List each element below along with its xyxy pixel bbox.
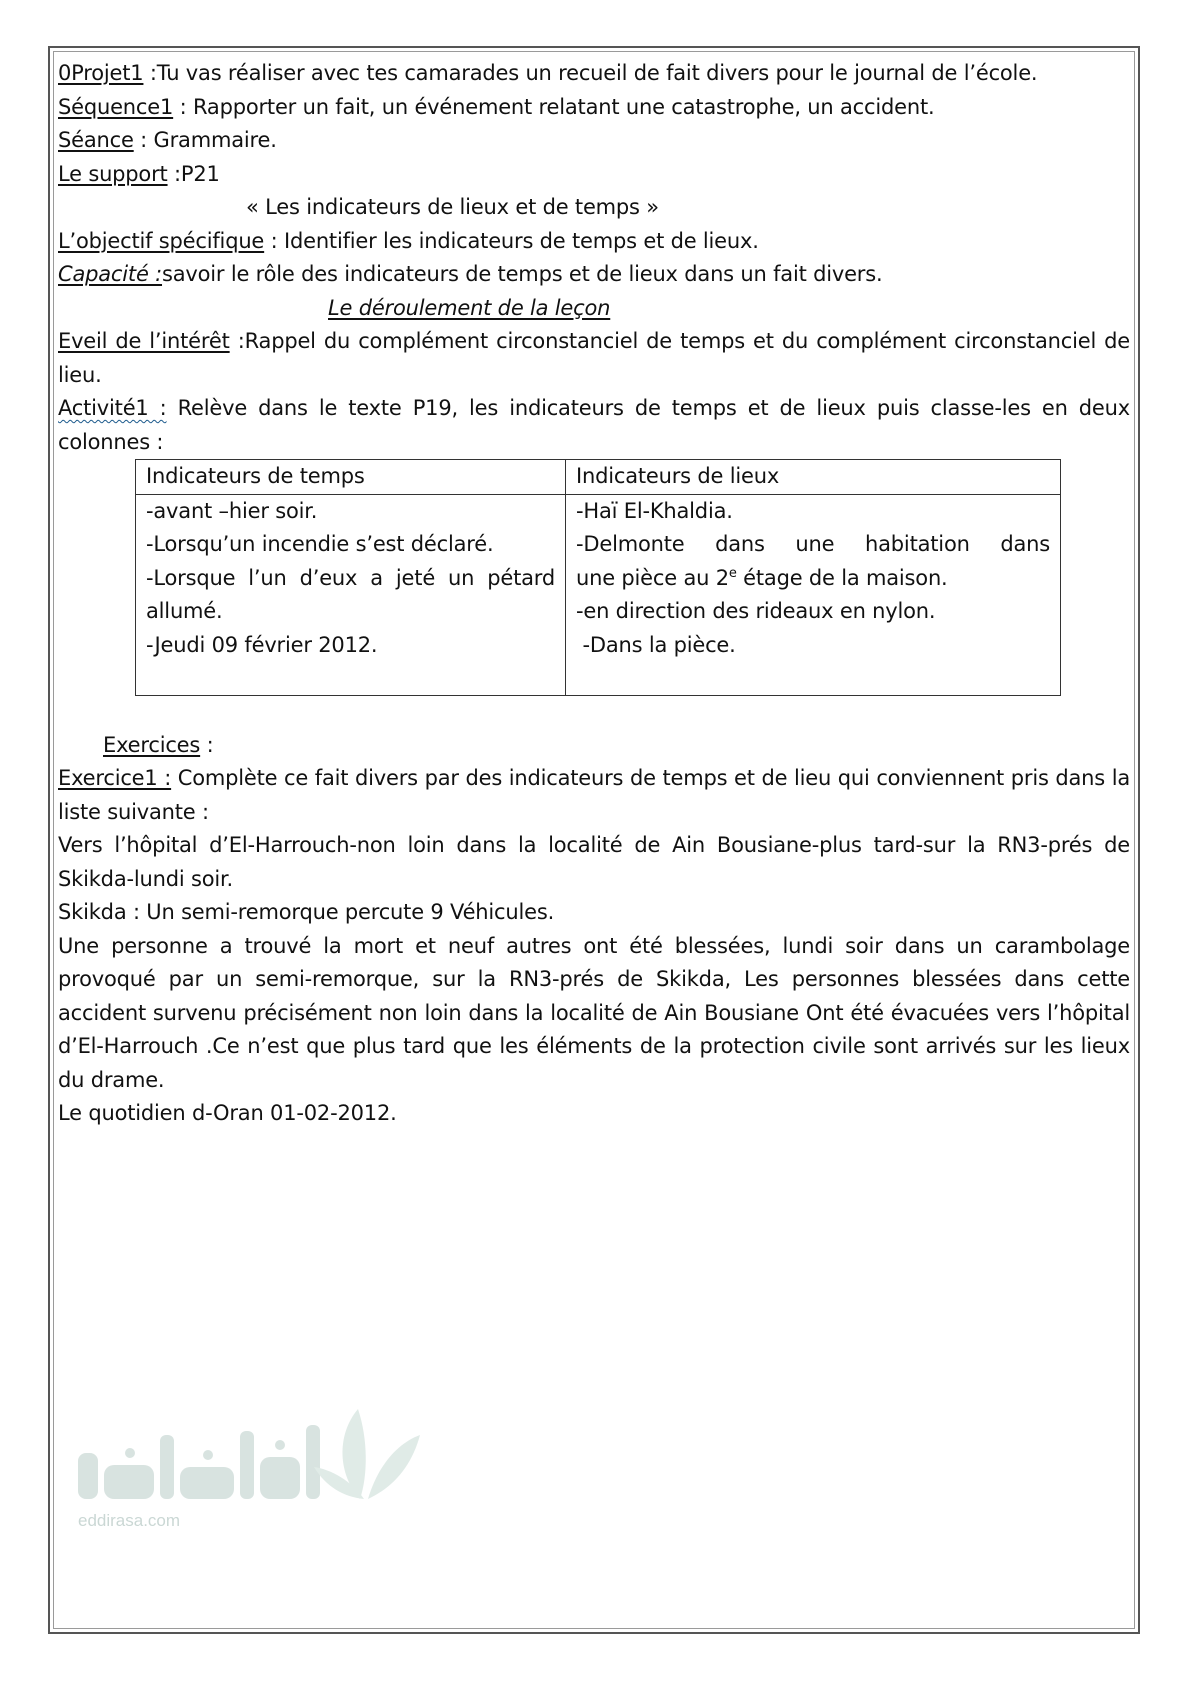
eveil-label: Eveil de l’intérêt: [58, 329, 230, 353]
lieux-item: -Delmonte dans une habitation dans: [576, 532, 1050, 556]
activite-label: Activité1 :: [58, 396, 167, 420]
lieux-item: -Haï El-Khaldia.: [576, 498, 733, 523]
seance-label: Séance: [58, 128, 134, 152]
article-body: Une personne a trouvé la mort et neuf autres ont été blessées, lundi soir dans un carambolage provoqué par un semi-remorque, sur la RN3-prés de Skikda, Les personnes blessées dans cette accident survenu précisément non loin dans la localité de Ain Bousiane Ont été évacuées vers l’hôpital d’El-Harrouch .Ce n’est que plus tard que les éléments de la protection civile sont arrivés sur les lieux du drame.: [58, 933, 1130, 1092]
capacite-text: savoir le rôle des indicateurs de temps et de lieux dans un fait divers.: [162, 262, 883, 286]
eveil-text: :Rappel du complément circonstanciel de temps et du complément circonstanciel de lieu.: [58, 329, 1131, 387]
sequence-line: [58, 91, 1130, 125]
table-row: [136, 494, 1061, 695]
activite-paragraph: [58, 392, 1130, 459]
temps-item: -avant –hier soir.: [146, 498, 318, 523]
deroulement-title: Le déroulement de la leçon: [328, 295, 611, 320]
superscript: e: [728, 565, 737, 581]
temps-cell: [136, 494, 566, 695]
lieux-cell: [566, 494, 1061, 695]
watermark-logo-icon: [68, 1395, 428, 1515]
exercices-colon: :: [200, 732, 214, 757]
lieux-item-text: étage de la maison.: [736, 565, 948, 590]
lieux-item: -en direction des rideaux en nylon.: [576, 599, 936, 623]
support-label: Le support: [58, 161, 168, 186]
exercice1-paragraph: [58, 762, 1130, 829]
header-lieux: Indicateurs de lieux: [566, 460, 1061, 495]
support-line: [58, 158, 1130, 192]
objectif-text: : Identifier les indicateurs de temps et de lieux.: [264, 228, 759, 253]
projet-text: :Tu vas réaliser avec tes camarades un recueil de fait divers pour le journal de l’école.: [143, 61, 1038, 85]
seance-line: [58, 124, 1130, 158]
projet-label: 0Projet1: [58, 61, 144, 85]
sequence-label: Séquence1: [58, 94, 174, 119]
lesson-sheet: [58, 57, 1130, 1131]
eddirasa-watermark: [68, 1395, 428, 1535]
exercices-title: [58, 729, 1130, 763]
exercice1-label: Exercice1 :: [58, 766, 172, 790]
objectif-line: [58, 225, 1130, 259]
exercice1-text: Complète ce fait divers par des indicateurs de temps et de lieu qui conviennent pris dans la liste suivante :: [58, 766, 1130, 824]
word-list: Vers l’hôpital d’El-Harrouch-non loin dans la localité de Ain Bousiane-plus tard-sur la RN3-prés de Skikda-lundi soir.: [58, 833, 1130, 891]
projet-line: [58, 57, 1130, 91]
seance-text: : Grammaire.: [133, 128, 277, 152]
temps-item: -Jeudi 09 février 2012.: [146, 632, 378, 657]
support-text: :P21: [167, 161, 220, 186]
exercices-label: Exercices: [103, 732, 201, 757]
watermark-site: eddirasa.com: [78, 1511, 181, 1530]
article-source: Le quotidien d-Oran 01-02-2012.: [58, 1101, 397, 1125]
eveil-paragraph: [58, 325, 1130, 392]
lieux-item-text: une pièce au 2: [576, 565, 729, 590]
sequence-text: : Rapporter un fait, un événement relatant une catastrophe, un accident.: [173, 94, 935, 119]
capacite-line: [58, 258, 1130, 292]
lieux-item: [576, 562, 1050, 596]
lesson-title: « Les indicateurs de lieux et de temps »: [246, 195, 659, 219]
temps-item: allumé.: [146, 599, 223, 623]
article-headline: Skikda : Un semi-remorque percute 9 Véhicules.: [58, 900, 555, 924]
temps-item: -Lorsque l’un d’eux a jeté un pétard: [146, 565, 555, 590]
header-temps: Indicateurs de temps: [136, 460, 566, 495]
table-header-row: [136, 460, 1061, 495]
activite-text: Relève dans le texte P19, les indicateurs de temps et de lieux puis classe-les en deux colonnes :: [58, 396, 1130, 454]
capacite-label: Capacité :: [58, 262, 163, 286]
lieux-item: -Dans la pièce.: [576, 632, 736, 657]
objectif-label: L’objectif spécifique: [58, 228, 265, 253]
temps-item: -Lorsqu’un incendie s’est déclaré.: [146, 532, 494, 556]
indicateurs-table: [135, 459, 1061, 696]
